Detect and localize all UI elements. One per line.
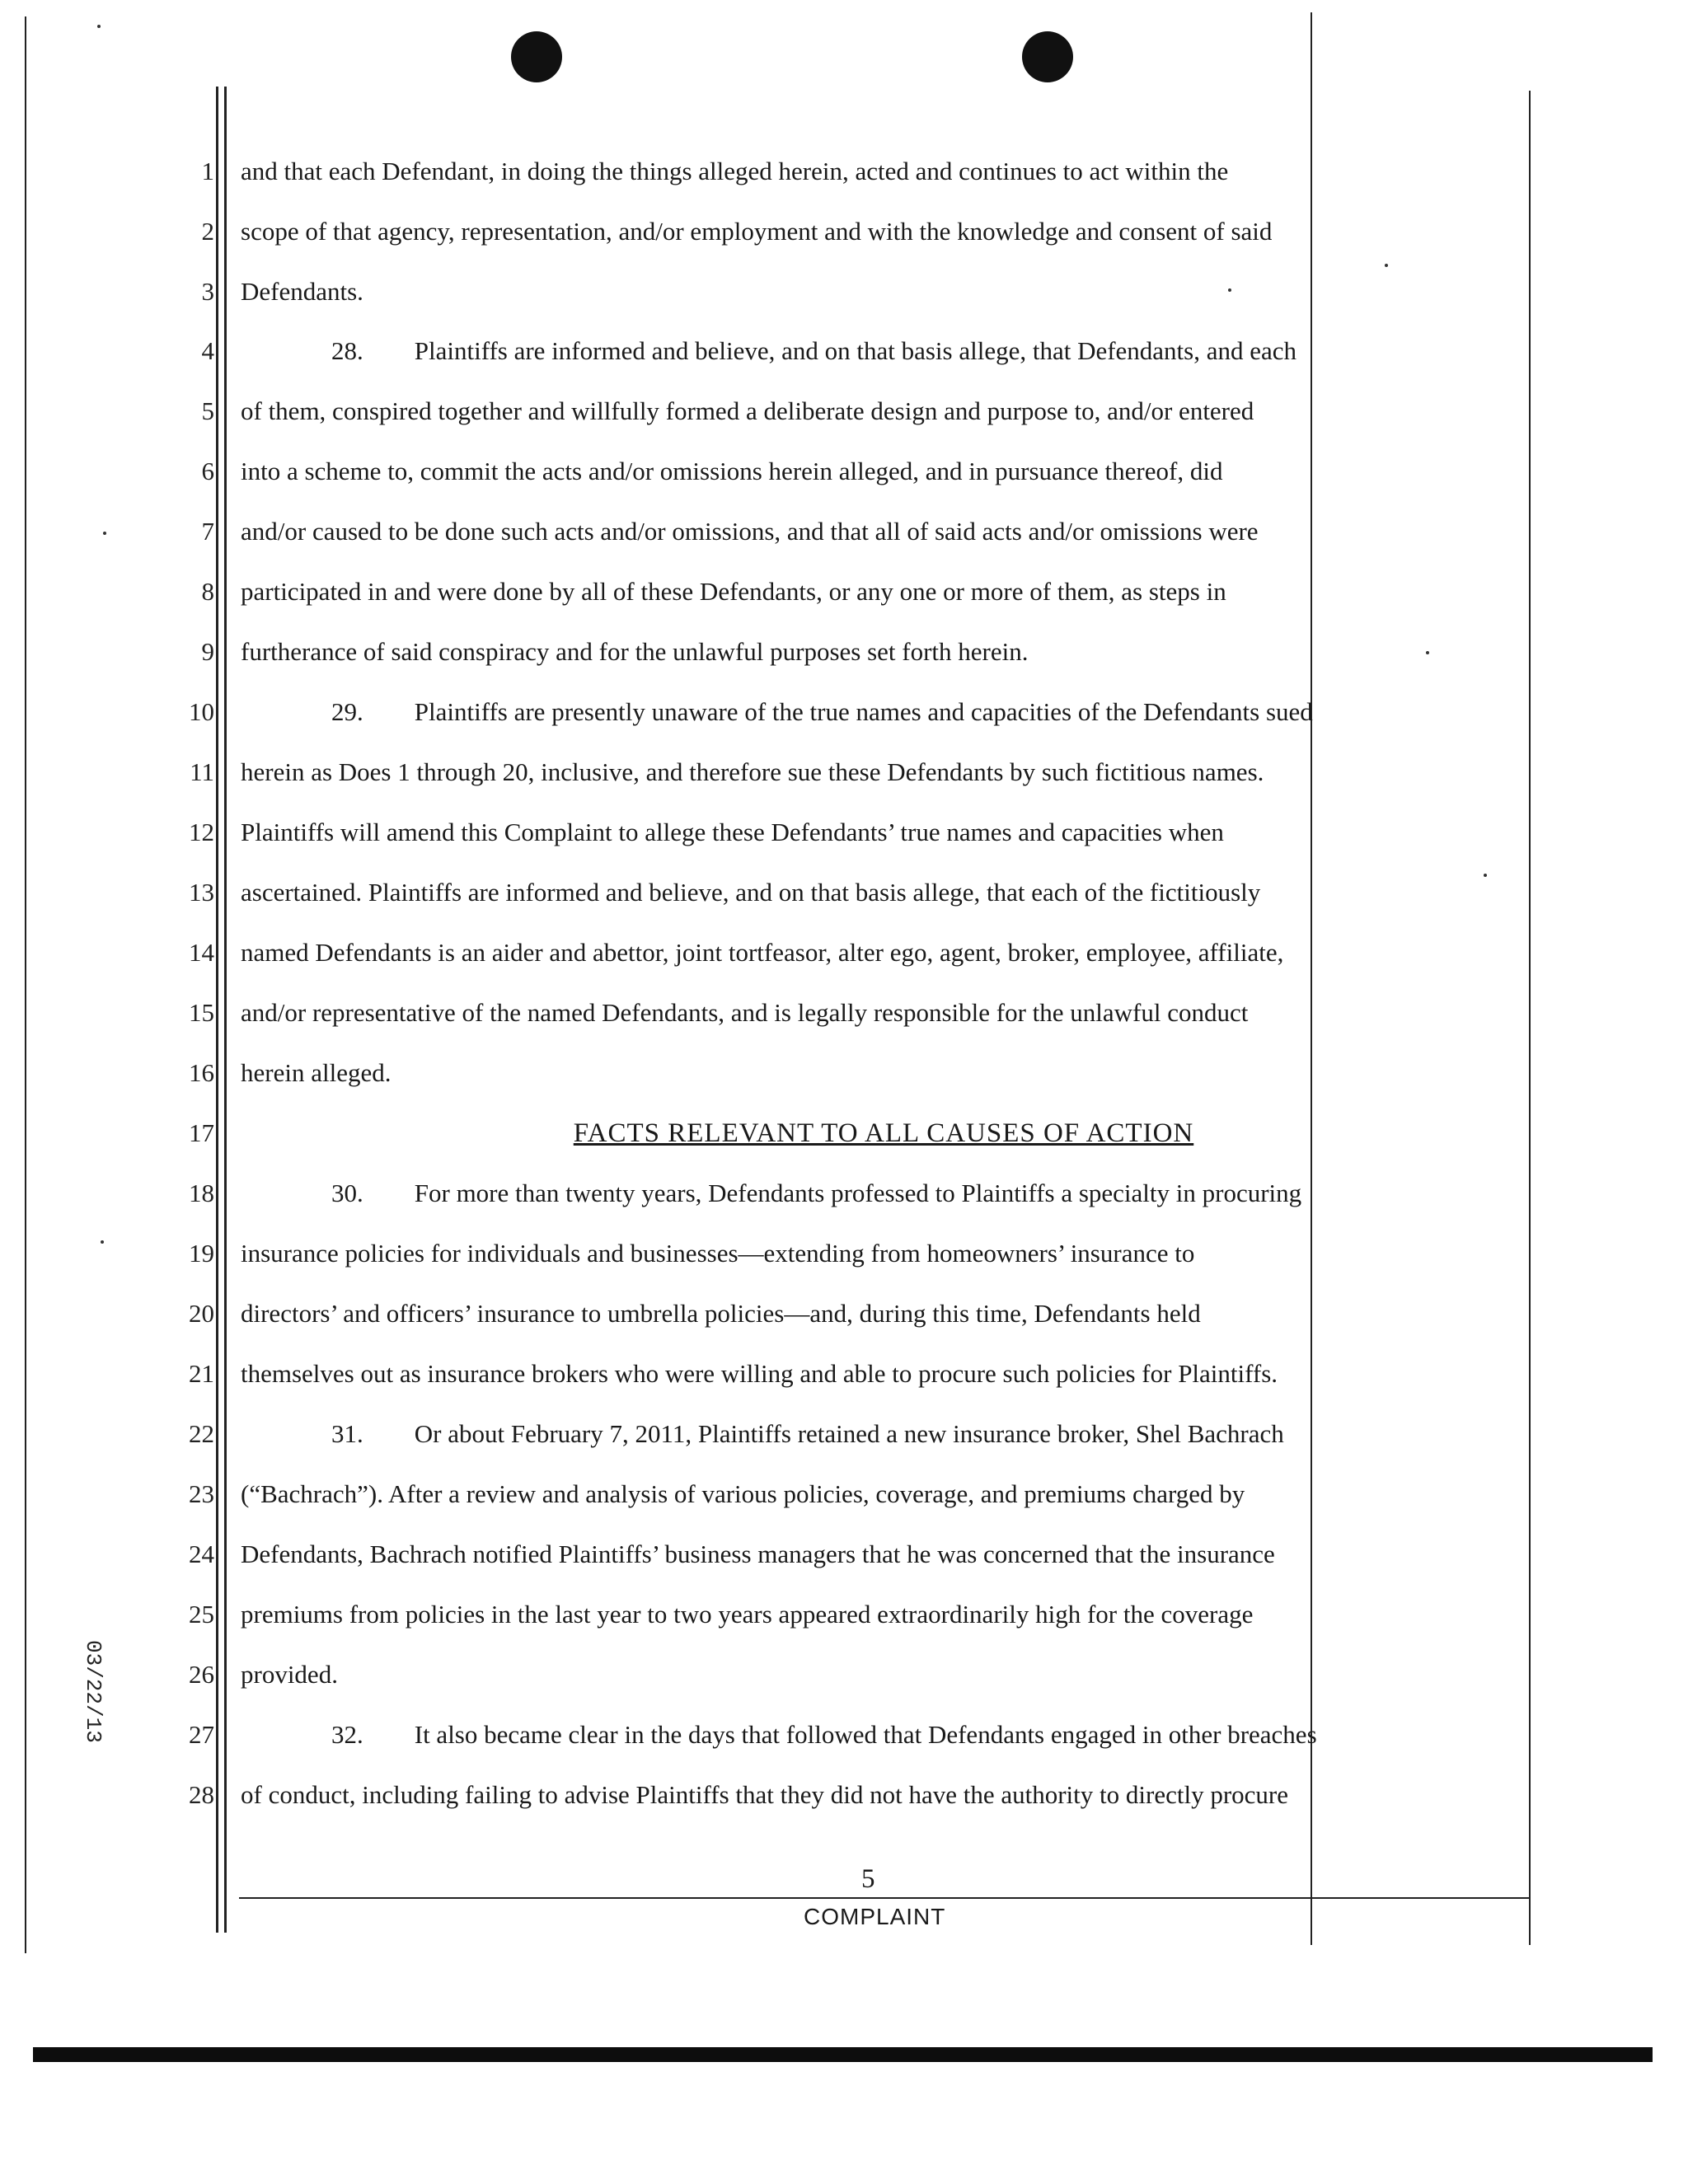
text-line: (“Bachrach”). After a review and analysis of various policies, coverage, and premiums charged by: [241, 1479, 1245, 1508]
text-line: insurance policies for individuals and businesses—extending from homeowners’ insurance to: [241, 1239, 1195, 1268]
text-line: scope of that agency, representation, and/or employment and with the knowledge and consent of said: [241, 217, 1273, 246]
line-number: 20: [189, 1299, 214, 1328]
line-number: 2: [201, 217, 214, 246]
line-number: 10: [189, 697, 214, 726]
line-number: 19: [189, 1239, 214, 1268]
line-number: 13: [189, 878, 214, 907]
line-number: 28: [189, 1780, 214, 1809]
paragraph-28-start: 28. Plaintiffs are informed and believe, and on that basis allege, that Defendants, and each: [331, 336, 1297, 365]
right-margin-rule: [1529, 91, 1531, 1945]
line-number: 5: [201, 396, 214, 425]
line-number: 16: [189, 1058, 214, 1087]
line-number: 27: [189, 1720, 214, 1749]
text-line: herein as Does 1 through 20, inclusive, and therefore sue these Defendants by such fictitious names.: [241, 757, 1264, 786]
text-line: Defendants.: [241, 277, 363, 306]
text-line: ascertained. Plaintiffs are informed and believe, and on that basis allege, that each of the fictitiously: [241, 878, 1261, 907]
margin-rule-inner: [224, 87, 227, 1933]
line-number: 6: [201, 457, 214, 485]
text-line: named Defendants is an aider and abettor, joint tortfeasor, alter ego, agent, broker, employee, affiliate,: [241, 938, 1284, 967]
text-line: of conduct, including failing to advise Plaintiffs that they did not have the authority to directly procure: [241, 1780, 1288, 1809]
line-number: 21: [189, 1359, 214, 1388]
line-number: 23: [189, 1479, 214, 1508]
text-line: provided.: [241, 1660, 338, 1689]
footer-title: COMPLAINT: [804, 1904, 946, 1929]
margin-rule-outer: [216, 87, 218, 1933]
line-number: 1: [201, 157, 214, 185]
paragraph-31-start: 31. Or about February 7, 2011, Plaintiffs retained a new insurance broker, Shel Bachrach: [331, 1419, 1284, 1448]
text-line: and/or representative of the named Defendants, and is legally responsible for the unlawful conduct: [241, 998, 1249, 1027]
paragraph-30-start: 30. For more than twenty years, Defendants professed to Plaintiffs a specialty in procuring: [331, 1179, 1302, 1207]
line-number: 7: [201, 517, 214, 546]
line-number: 14: [189, 938, 214, 967]
line-number: 18: [189, 1179, 214, 1207]
speck: [101, 1240, 104, 1244]
line-number: 26: [189, 1660, 214, 1689]
paragraph-32-start: 32. It also became clear in the days that followed that Defendants engaged in other breaches: [331, 1720, 1317, 1749]
line-number: 24: [189, 1540, 214, 1568]
page-number: 5: [861, 1864, 875, 1894]
text-line: Plaintiffs will amend this Complaint to allege these Defendants’ true names and capacities when: [241, 818, 1224, 846]
left-edge-line: [25, 16, 26, 1953]
line-number: 4: [201, 336, 214, 365]
speck: [97, 25, 101, 28]
text-line: premiums from policies in the last year to two years appeared extraordinarily high for the coverage: [241, 1600, 1254, 1629]
line-number: 11: [190, 757, 214, 786]
text-line: herein alleged.: [241, 1058, 392, 1087]
footer-rule: [239, 1897, 1529, 1899]
text-line: Defendants, Bachrach notified Plaintiffs’ business managers that he was concerned that the insurance: [241, 1540, 1275, 1568]
text-line: of them, conspired together and willfully formed a deliberate design and purpose to, and/or entered: [241, 396, 1254, 425]
punch-hole-left: [511, 31, 562, 82]
text-line: and/or caused to be done such acts and/or omissions, and that all of said acts and/or omissions were: [241, 517, 1259, 546]
scan-bottom-bar: [33, 2047, 1653, 2062]
line-number: 17: [189, 1118, 214, 1147]
section-heading: FACTS RELEVANT TO ALL CAUSES OF ACTION: [573, 1118, 1194, 1148]
line-number: 12: [189, 818, 214, 846]
line-number: 9: [201, 637, 214, 666]
punch-hole-right: [1022, 31, 1073, 82]
margin-date-stamp: 03/22/13: [81, 1640, 106, 1743]
speck: [1385, 264, 1388, 267]
text-line: furtherance of said conspiracy and for the unlawful purposes set forth herein.: [241, 637, 1029, 666]
text-line: directors’ and officers’ insurance to umbrella policies—and, during this time, Defendants held: [241, 1299, 1201, 1328]
text-line: into a scheme to, commit the acts and/or omissions herein alleged, and in pursuance thereof, did: [241, 457, 1223, 485]
text-line: and that each Defendant, in doing the things alleged herein, acted and continues to act within the: [241, 157, 1229, 185]
line-number: 8: [201, 577, 214, 606]
line-number: 15: [189, 998, 214, 1027]
text-line: participated in and were done by all of these Defendants, or any one or more of them, as steps in: [241, 577, 1226, 606]
line-number: 25: [189, 1600, 214, 1629]
paragraph-29-start: 29. Plaintiffs are presently unaware of the true names and capacities of the Defendants sued: [331, 697, 1313, 726]
speck: [103, 532, 106, 535]
text-line: themselves out as insurance brokers who were willing and able to procure such policies for Plaintiffs.: [241, 1359, 1278, 1388]
line-number: 3: [201, 277, 214, 306]
line-number: 22: [189, 1419, 214, 1448]
